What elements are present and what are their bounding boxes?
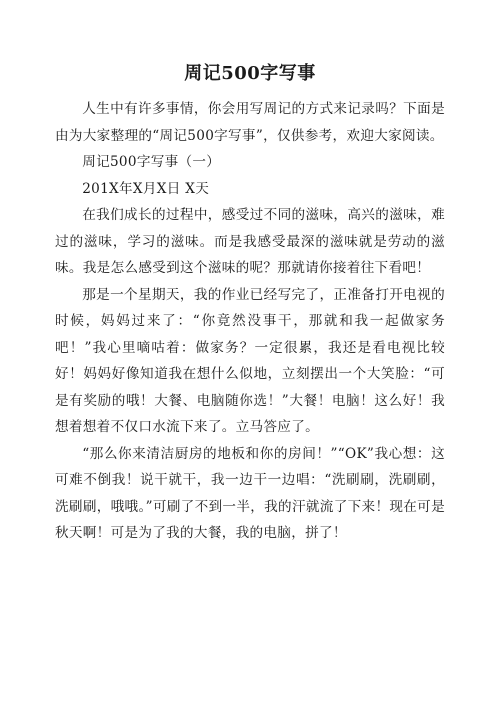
- body-paragraph-1: 在我们成长的过程中，感受过不同的滋味，高兴的滋味，难过的滋味，学习的滋味。而是我感受最深的滋味就是劳动的滋味。我是怎么感受到这个滋味的呢？那就请你接着往下看吧！: [55, 207, 445, 276]
- body-paragraph-3: “那么你来清洁厨房的地板和你的房间！”“OK”我心想：这可难不倒我！说干就干，我一边干一边唱：“洗刷刷，洗刷刷，洗刷刷，哦哦。”可刷了不到一半，我的汗就流了下来！现在可是秋天啊！可是为了我的大餐，我的电脑，拼了！: [55, 445, 445, 541]
- intro-paragraph: 人生中有许多事情，你会用写周记的方式来记录吗？下面是由为大家整理的“周记500字写事”，仅供参考，欢迎大家阅读。: [55, 101, 445, 144]
- date-line: 201X年X月X日 X天: [82, 180, 210, 197]
- document-title: 周记500字写事: [184, 63, 316, 84]
- body-paragraph-2: 那是一个星期天，我的作业已经写完了，正准备打开电视的时候，妈妈过来了：“你竟然没事干，那就和我一起做家务吧！”我心里嘀咕着：做家务？一定很累，我还是看电视比较好！妈妈好像知道我在想什么似地，立刻摆出一个大笑脸：“可是有奖励的哦！大餐、电脑随你选！”大餐！电脑！这么好！我想着想着不仅口水流下来了。立马答应了。: [55, 286, 445, 435]
- section-heading: 周记500字写事（一）: [82, 154, 221, 170]
